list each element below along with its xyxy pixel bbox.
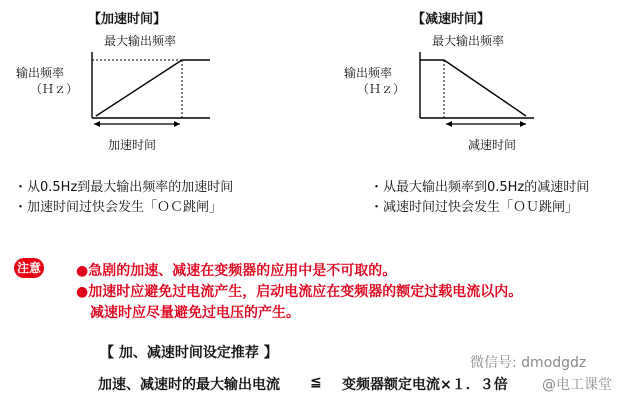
accel-title: 【加速时间】: [88, 12, 167, 27]
decel-ramp: [444, 60, 526, 116]
formula-left: 加速、减速时的最大输出电流: [98, 377, 280, 393]
decel-y-unit: （Ｈｚ）: [357, 82, 406, 96]
decel-span-arrow-left: [446, 121, 452, 127]
decel-top-label: 最大输出频率: [432, 34, 505, 48]
formula-right: 变频器额定电流×１．３倍: [342, 377, 508, 393]
watermark-line-1: 微信号: dmodgdz: [470, 355, 587, 371]
accel-bullet-1: ・从0.5Hz到最大输出频率的加速时间: [14, 180, 234, 195]
recommend-title: 【 加、减速时间设定推荐 】: [100, 345, 278, 361]
note-line-1: ●急剧的加速、减速在变频器的应用中是不可取的。: [76, 263, 397, 279]
note-badge: 注意: [14, 258, 44, 278]
watermark-line-2: @电工课堂: [542, 377, 612, 393]
formula-op: ≦: [310, 374, 322, 390]
accel-bullet-2: ・加速时间过快会发生「ＯＣ跳闸」: [14, 200, 223, 215]
accel-span-arrow-left: [94, 121, 100, 127]
accel-top-label: 最大输出频率: [104, 34, 177, 48]
note-line-2: ●加速时应避免过电流产生，启动电流应在变频器的额定过载电流以内。: [76, 284, 523, 300]
accel-y-label: 输出频率: [16, 66, 65, 80]
note-line-3: 减速时应尽量避免过电压的产生。: [76, 305, 300, 321]
accel-span-arrow-right: [174, 121, 180, 127]
decel-title: 【减速时间】: [412, 12, 491, 27]
accel-ramp: [96, 60, 182, 116]
decel-graph: [420, 52, 534, 127]
accel-y-unit: （Ｈｚ）: [30, 82, 79, 96]
accel-x-label: 加速时间: [108, 138, 157, 152]
decel-bullet-1: ・从最大输出频率到0.5Hz的减速时间: [370, 180, 590, 195]
decel-x-label: 减速时间: [468, 138, 517, 152]
decel-span-arrow-right: [520, 121, 526, 127]
accel-graph: [92, 52, 210, 127]
decel-y-label: 输出频率: [344, 66, 393, 80]
decel-bullet-2: ・减速时间过快会发生「ＯＵ跳闸」: [370, 200, 579, 215]
